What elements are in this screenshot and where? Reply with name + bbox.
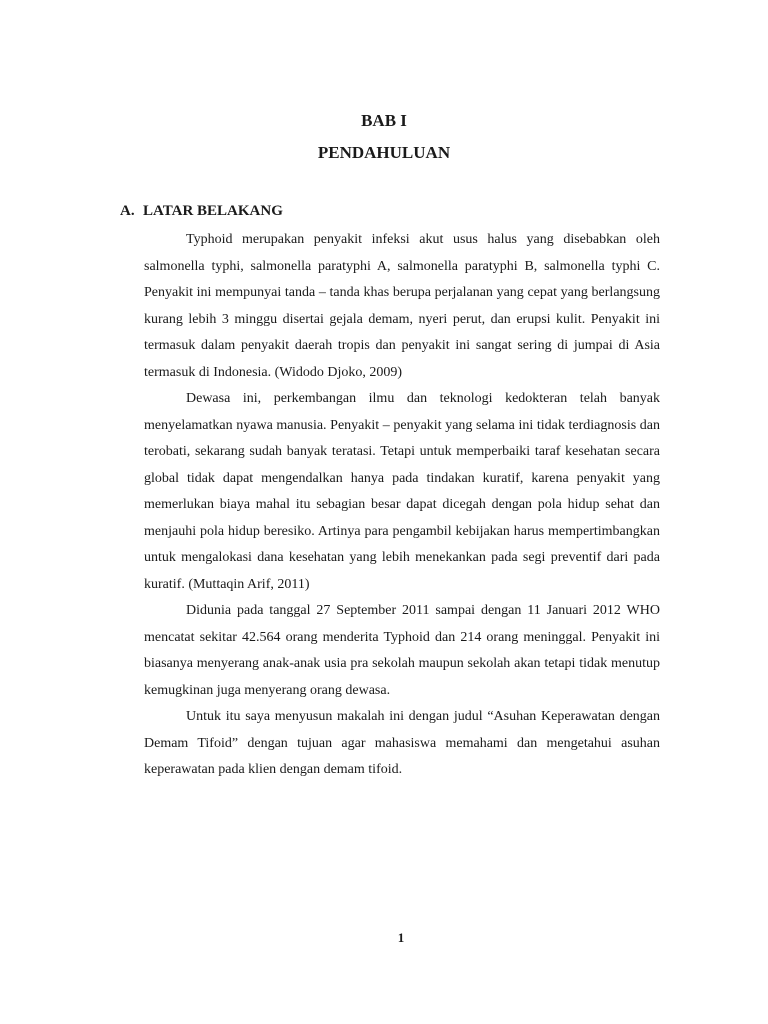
paragraph-2: Dewasa ini, perkembangan ilmu dan teknologi kedokteran telah banyak menyelamatkan nyawa manusia. Penyakit – penyakit yang selama ini tidak terdiagnosis dan terobati, sekarang sudah banyak teratasi. Tetapi untuk memperbaiki taraf kesehatan secara global tidak dapat mengendalkan hanya pada tindakan kuratif, karena penyakit yang memerlukan biaya mahal itu sebagian besar dapat dicegah dengan pola hidup sehat dan menjauhi pola hidup beresiko. Artinya para pengambil kebijakan harus mempertimbangkan untuk mengalokasi dana kesehatan yang lebih menekankan pada segi preventif dari pada kuratif. (Muttaqin Arif, 2011) xyxy=(144,391,660,592)
page-number: 1 xyxy=(397,930,405,945)
section-letter: A. xyxy=(120,203,135,219)
chapter-number: BAB I xyxy=(361,111,407,130)
section-title: LATAR BELAKANG xyxy=(143,203,283,219)
section-heading xyxy=(120,203,283,220)
chapter-title: PENDAHULUAN xyxy=(317,143,451,162)
paragraph-1: Typhoid merupakan penyakit infeksi akut usus halus yang disebabkan oleh salmonella typhi, salmonella paratyphi A, salmonella paratyphi B, salmonella typhi C. Penyakit ini mempunyai tanda – tanda khas berupa perjalanan yang cepat yang berlangsung kurang lebih 3 minggu disertai gejala demam, nyeri perut, dan erupsi kulit. Penyakit ini termasuk dalam penyakit daerah tropis dan penyakit ini sangat sering di jumpai di Asia termasuk di Indonesia. (Widodo Djoko, 2009) xyxy=(144,232,660,380)
paragraph-4: Untuk itu saya menyusun makalah ini dengan judul “Asuhan Keperawatan dengan Demam Tifoid” dengan tujuan agar mahasiswa memahami dan mengetahui asuhan keperawatan pada klien dengan demam tifoid. xyxy=(144,709,660,777)
body-text xyxy=(144,227,660,784)
paragraph-3: Didunia pada tanggal 27 September 2011 sampai dengan 11 Januari 2012 WHO mencatat sekitar 42.564 orang menderita Typhoid dan 214 orang meninggal. Penyakit ini biasanya menyerang anak-anak usia pra sekolah maupun sekolah akan tetapi tidak menutup kemugkinan juga menyerang orang dewasa. xyxy=(144,603,660,698)
